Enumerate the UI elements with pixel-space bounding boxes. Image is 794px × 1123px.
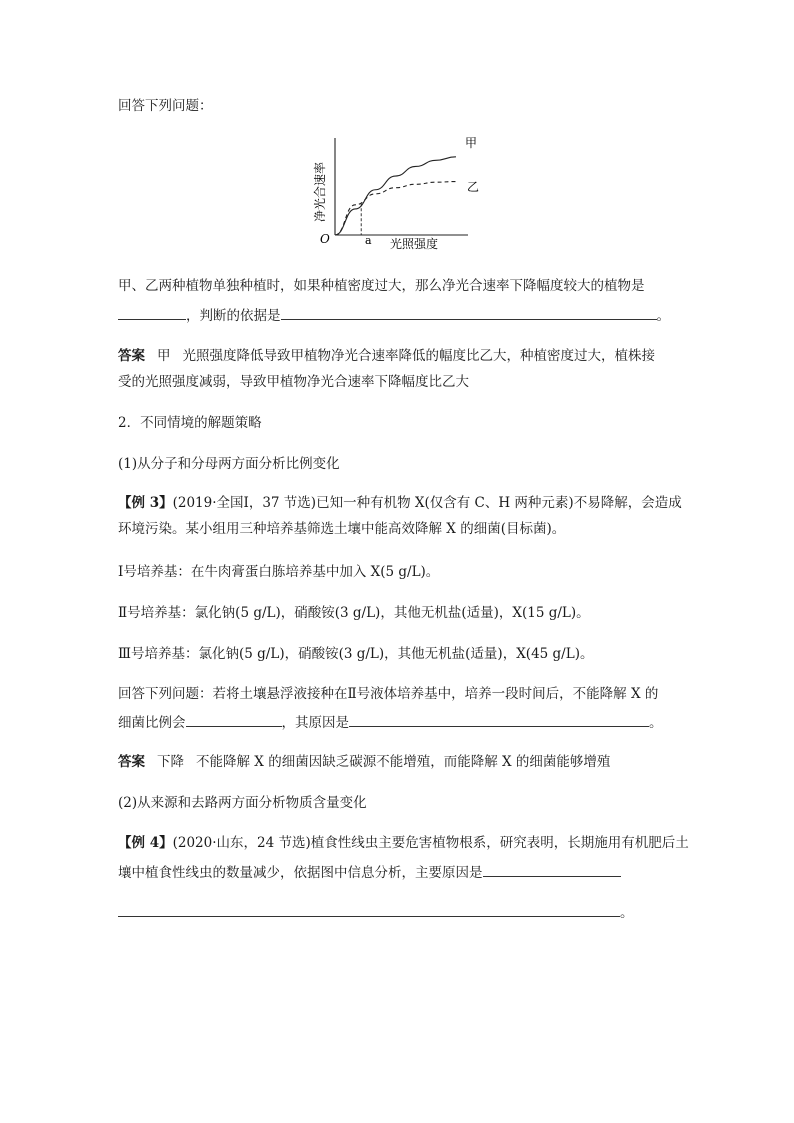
answer-blank[interactable] (349, 712, 649, 727)
a3-line (118, 753, 610, 771)
a3-part1: 下降 (157, 754, 184, 770)
a3-rest: 不能降解 X 的细菌因缺乏碳源不能增殖，而能降解 X 的细菌能够增殖 (196, 754, 611, 770)
ex3-q-start: 细菌比例会 (118, 715, 186, 731)
origin-label: O (320, 232, 330, 246)
ex4-line1-text: (2020·山东，24 节选)植食性线虫主要危害植物根系，研究表明，长期施用有机肥后土 (172, 835, 689, 851)
ex3-q-mid: ，其原因是 (281, 715, 349, 731)
marker-label: a (365, 234, 372, 247)
q1-line1: 甲、乙两种植物单独种植时，如果种植密度过大，那么净光合速率下降幅度较大的植物是 (118, 278, 645, 294)
legend-yi: 乙 (467, 180, 480, 194)
answer-blank[interactable] (186, 712, 282, 727)
q1-line2-end: 。 (656, 308, 670, 324)
ex3-line1 (118, 494, 682, 512)
ex4-line2 (118, 862, 621, 882)
intro-text: 回答下列问题： (118, 98, 213, 114)
ex3-question-line2 (118, 712, 663, 732)
ex4-line3 (118, 902, 634, 922)
series-line-jia (335, 157, 456, 235)
answer-blank[interactable] (281, 305, 657, 320)
answer-label: 答案 (118, 348, 145, 364)
ex3-question-line1: 回答下列问题：若将土壤悬浮液接种在Ⅱ号液体培养基中，培养一段时间后，不能降解 X 的 (118, 686, 659, 702)
subheading-1: (1)从分子和分母两方面分析比例变化 (118, 456, 340, 472)
answer-blank[interactable] (118, 305, 186, 320)
section-heading: 2．不同情境的解题策略 (118, 415, 262, 431)
a1-part1: 甲 (157, 348, 171, 364)
ex4-line1 (118, 834, 689, 852)
ex3-tag: 【例 3】 (118, 495, 173, 511)
y-axis-label: 净光合速率 (313, 161, 327, 222)
answer-label: 答案 (118, 754, 145, 770)
x-axis-label: 光照强度 (390, 237, 439, 251)
medium-2: Ⅱ号培养基：氯化钠(5 g/L)，硝酸铵(3 g/L)，其他无机盐(适量)，X(15 g/L)。 (118, 605, 590, 621)
medium-3: Ⅲ号培养基：氯化钠(5 g/L)，硝酸铵(3 g/L)，其他无机盐(适量)，X(45 g/L)。 (118, 646, 594, 662)
q1-line2-mid: ，判断的依据是 (186, 308, 281, 324)
net-photosynthesis-chart (300, 130, 500, 260)
answer-blank[interactable] (483, 862, 621, 877)
a1-line1-rest: 光照强度降低导致甲植物净光合速率降低的幅度比乙大，种植密度过大，植株接 (182, 348, 655, 364)
legend-jia: 甲 (465, 136, 478, 150)
a1-line1 (118, 347, 655, 365)
series-line-yi (335, 182, 456, 235)
ex3-line1-text: (2019·全国Ⅰ，37 节选)已知一种有机物 X(仅含有 C、H 两种元素)不易降解，会造成 (172, 495, 682, 511)
q1-line2 (118, 305, 670, 325)
ex4-line2-text: 壤中植食性线虫的数量减少，依据图中信息分析，主要原因是 (118, 865, 483, 881)
medium-1: Ⅰ号培养基：在牛肉膏蛋白胨培养基中加入 X(5 g/L)。 (118, 564, 440, 580)
ex4-line3-end: 。 (620, 905, 634, 921)
ex4-tag: 【例 4】 (118, 835, 173, 851)
ex3-line2: 环境污染。某小组用三种培养基筛选土壤中能高效降解 X 的细菌(目标菌)。 (118, 521, 566, 537)
a1-line2: 受的光照强度减弱，导致甲植物净光合速率下降幅度比乙大 (118, 374, 469, 390)
subheading-2: (2)从来源和去路两方面分析物质含量变化 (118, 795, 367, 811)
answer-blank[interactable] (118, 902, 620, 917)
ex3-q-end: 。 (649, 715, 663, 731)
